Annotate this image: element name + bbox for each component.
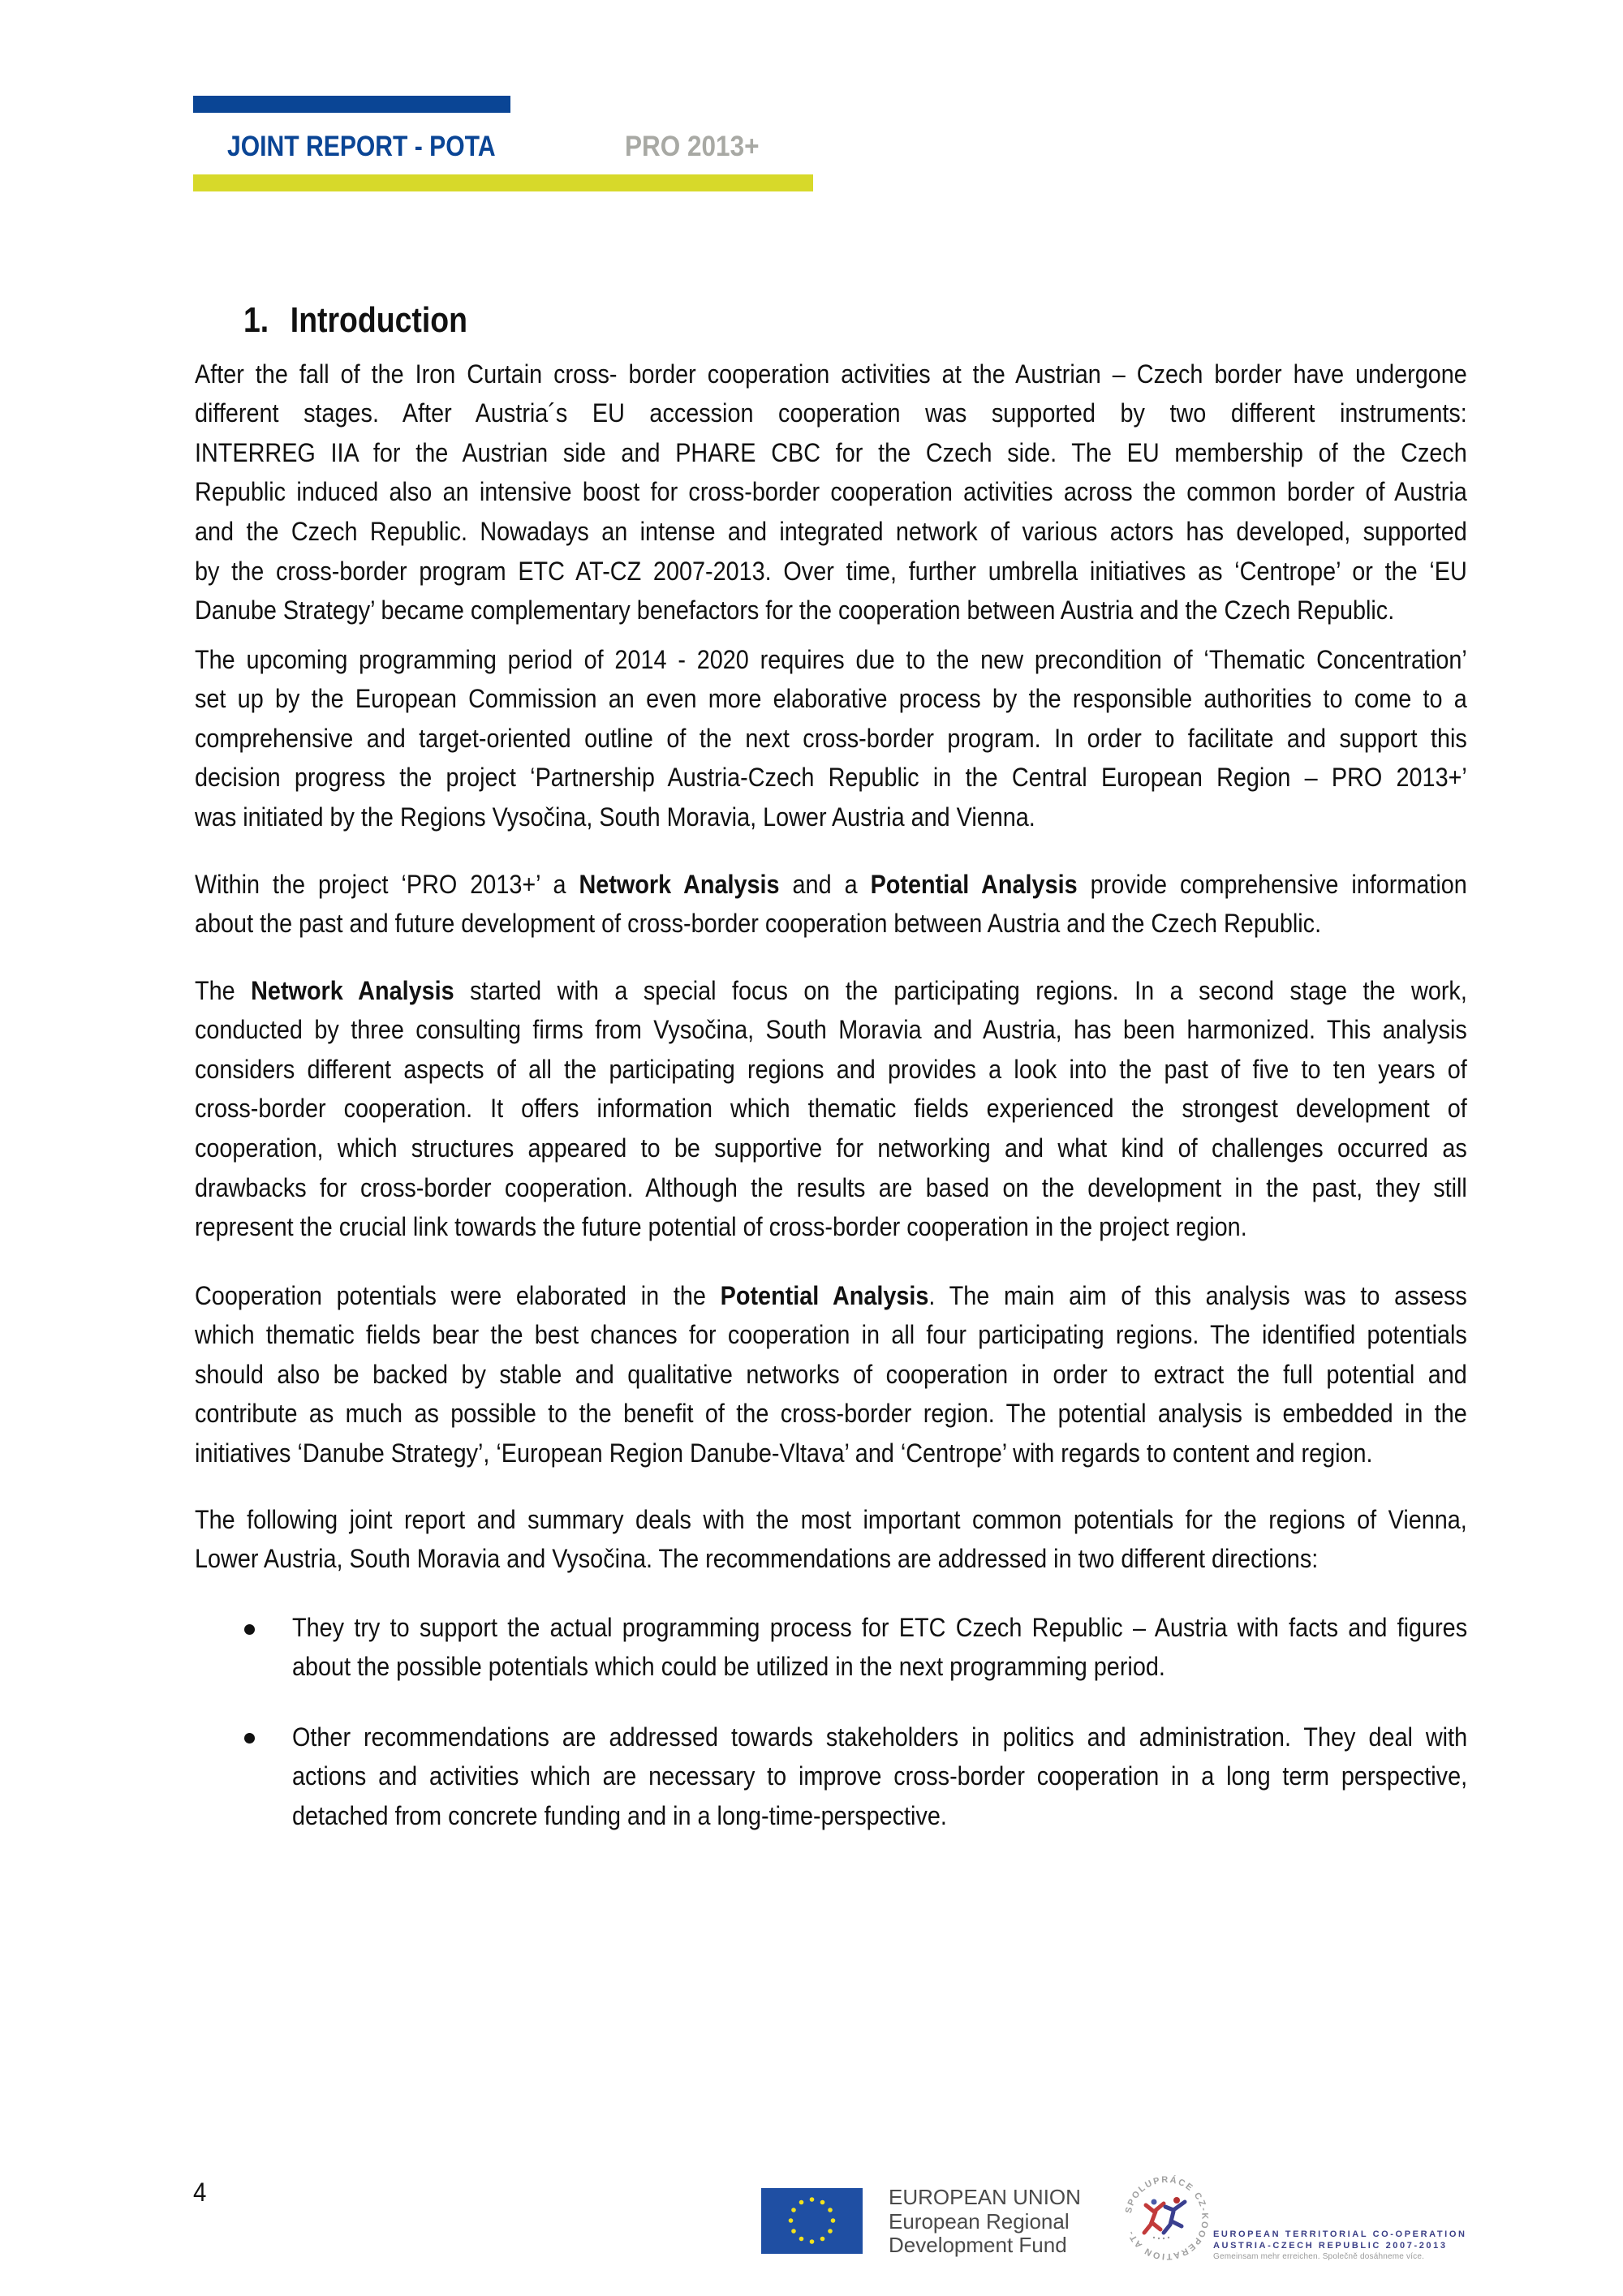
eu-flag-icon — [761, 2188, 863, 2254]
text-run: provide comprehensive information — [1077, 869, 1467, 899]
text-run: The upcoming programming period of 2014 - 2020 requires due to the new precondition of ‘Thematic Concentration’ — [195, 644, 1467, 674]
text-line — [195, 1500, 1467, 1540]
text-line — [195, 1129, 1467, 1168]
text-line — [195, 1168, 1467, 1208]
text-run: was initiated by the Regions Vysočina, South Moravia, Lower Austria and Vienna. — [195, 802, 1035, 832]
etc-programme-label — [1213, 2229, 1467, 2263]
text-run: about the past and future development of cross-border cooperation between Austria and the Czech Republic. — [195, 909, 1322, 939]
text-run: drawbacks for cross-border cooperation. Although the results are based on the development in the past, they still — [195, 1172, 1467, 1202]
text-line — [292, 1796, 1467, 1836]
eu-fund-label — [889, 2186, 1081, 2258]
text-run: set up by the European Commission an even more elaborative process by the responsible authorities to come to a — [195, 684, 1467, 714]
text-line — [195, 679, 1467, 719]
etc-line-2: AUSTRIA-CZECH REPUBLIC 2007-2013 — [1213, 2241, 1448, 2251]
etc-line-3: Gemeinsam mehr erreichen. Společně dosáhneme více. — [1213, 2252, 1425, 2261]
text-line — [292, 1608, 1467, 1648]
text-run: and a — [779, 869, 871, 899]
text-line — [292, 1718, 1467, 1757]
bold-term: Network Analysis — [251, 975, 454, 1005]
header-blue-bar — [193, 96, 510, 113]
page-number: 4 — [193, 2178, 207, 2207]
text-line — [195, 640, 1467, 680]
etc-line-1: EUROPEAN TERRITORIAL CO-OPERATION — [1213, 2229, 1467, 2239]
header-yellow-bar — [193, 174, 813, 191]
text-line — [195, 355, 1467, 394]
text-run: different stages. After Austria´s EU accession cooperation was supported by two different instruments: — [195, 398, 1467, 428]
report-title: JOINT REPORT - POTA — [227, 131, 496, 162]
text-run: cross-border cooperation. It offers information which thematic fields experienced the strongest development of — [195, 1094, 1467, 1124]
text-run: contribute as much as possible to the benefit of the cross-border region. The potential analysis is embedded in the — [195, 1399, 1467, 1429]
text-run: detached from concrete funding and in a long-time-perspective. — [292, 1800, 947, 1830]
bullet-item-2 — [292, 1718, 1598, 1836]
section-title: Introduction — [290, 300, 467, 340]
text-run: about the possible potentials which could be utilized in the next programming period. — [292, 1652, 1165, 1682]
eu-line-1: EUROPEAN UNION — [889, 2185, 1081, 2209]
text-run: The following joint report and summary deals with the most important common potentials for the regions of Vienna, — [195, 1504, 1467, 1534]
eu-line-2: European Regional — [889, 2208, 1070, 2234]
bold-term: Network Analysis — [579, 869, 780, 899]
text-line — [292, 1756, 1467, 1796]
project-label: PRO 2013+ — [625, 131, 760, 162]
text-line — [195, 971, 1467, 1011]
text-run: Cooperation potentials were elaborated in the — [195, 1280, 721, 1310]
text-run: The — [195, 975, 252, 1005]
text-run: started with a special focus on the participating regions. In a second stage the work, — [454, 975, 1467, 1005]
text-run: Other recommendations are addressed towards stakeholders in politics and administration. They deal with — [292, 1722, 1468, 1752]
text-line — [195, 433, 1467, 473]
text-line — [292, 1647, 1467, 1687]
section-heading — [243, 300, 467, 340]
text-line — [195, 1207, 1467, 1247]
bullet-icon — [244, 1624, 255, 1635]
text-run: considers different aspects of all the participating regions and provides a look into the past of five to ten years of — [195, 1054, 1467, 1084]
text-line — [195, 719, 1467, 759]
text-run: comprehensive and target-oriented outline of the next cross-border program. In order to facilitate and support this — [195, 723, 1467, 753]
text-run: cooperation, which structures appeared to be supportive for networking and what kind of challenges occurred as — [195, 1133, 1467, 1163]
text-run: After the fall of the Iron Curtain cross- border cooperation activities at the Austrian – Czech border have undergone — [195, 359, 1467, 389]
text-line — [195, 1394, 1467, 1434]
text-run: which thematic fields bear the best chances for cooperation in all four participating regions. The identified potentials — [195, 1320, 1467, 1350]
paragraph-5 — [195, 1276, 1608, 1473]
text-run: Within the project ‘PRO 2013+’ a — [195, 869, 579, 899]
text-run: They try to support the actual programming process for ETC Czech Republic – Austria with facts and figures — [292, 1612, 1468, 1642]
text-line — [195, 798, 1467, 837]
text-run: decision progress the project ‘Partnership Austria-Czech Republic in the Central European Region – PRO 2013+’ — [195, 763, 1467, 793]
text-line — [195, 904, 1467, 944]
bold-term: Potential Analysis — [720, 1280, 929, 1310]
text-line — [195, 393, 1467, 433]
text-run: conducted by three consulting firms from Vysočina, South Moravia and Austria, has been harmonized. This analysis — [195, 1015, 1467, 1045]
text-line — [195, 1539, 1467, 1579]
bullet-icon — [244, 1733, 255, 1743]
text-line — [195, 1089, 1467, 1129]
text-line — [195, 1315, 1467, 1355]
eu-line-3: Development Fund — [889, 2233, 1067, 2257]
bullet-item-1 — [292, 1608, 1598, 1687]
paragraph-4 — [195, 971, 1608, 1247]
paragraph-3 — [195, 865, 1608, 944]
text-line — [195, 1276, 1467, 1316]
paragraph-2 — [195, 640, 1608, 837]
text-line — [195, 1010, 1467, 1050]
text-run: represent the crucial link towards the future potential of cross-border cooperation in the project region. — [195, 1212, 1247, 1242]
text-run: actions and activities which are necessary to improve cross-border cooperation in a long term perspective, — [292, 1761, 1468, 1791]
text-line — [195, 758, 1467, 798]
text-run: by the cross-border program ETC AT-CZ 2007-2013. Over time, further umbrella initiatives as ‘Centrope’ or the ‘EU — [195, 556, 1467, 586]
text-run: Lower Austria, South Moravia and Vysočina. The recommendations are addressed in two different directions: — [195, 1544, 1319, 1574]
text-line — [195, 512, 1467, 552]
text-run: should also be backed by stable and qualitative networks of cooperation in order to extract the full potential and — [195, 1359, 1467, 1389]
text-run: INTERREG IIA for the Austrian side and PHARE CBC for the Czech side. The EU membership of the Czech — [195, 437, 1467, 467]
text-line — [195, 1434, 1467, 1473]
text-run: Danube Strategy’ became complementary benefactors for the cooperation between Austria and the Czech Republic. — [195, 595, 1395, 626]
text-line — [195, 552, 1467, 591]
paragraph-1 — [195, 355, 1608, 630]
text-line — [195, 472, 1467, 512]
etc-cooperation-logo-icon — [1121, 2174, 1212, 2262]
text-line — [195, 591, 1467, 630]
text-run: initiatives ‘Danube Strategy’, ‘European Region Danube-Vltava’ and ‘Centrope’ with regards to content and region. — [195, 1438, 1373, 1468]
text-run: . The main aim of this analysis was to assess — [928, 1280, 1467, 1310]
text-line — [195, 1050, 1467, 1090]
text-line — [195, 1355, 1467, 1395]
text-run: Republic induced also an intensive boost for cross-border cooperation activities across the common border of Austria — [195, 477, 1467, 507]
text-line — [195, 865, 1467, 905]
section-number: 1. — [243, 300, 269, 340]
text-run: and the Czech Republic. Nowadays an intense and integrated network of various actors has developed, supported — [195, 516, 1467, 546]
svg-text:SPOLUPRÁCE CZ-KOOPERATION AT-: SPOLUPRÁCE CZ-KOOPERATION AT- — [1123, 2174, 1210, 2262]
paragraph-6 — [195, 1500, 1608, 1579]
bold-term: Potential Analysis — [870, 869, 1078, 899]
